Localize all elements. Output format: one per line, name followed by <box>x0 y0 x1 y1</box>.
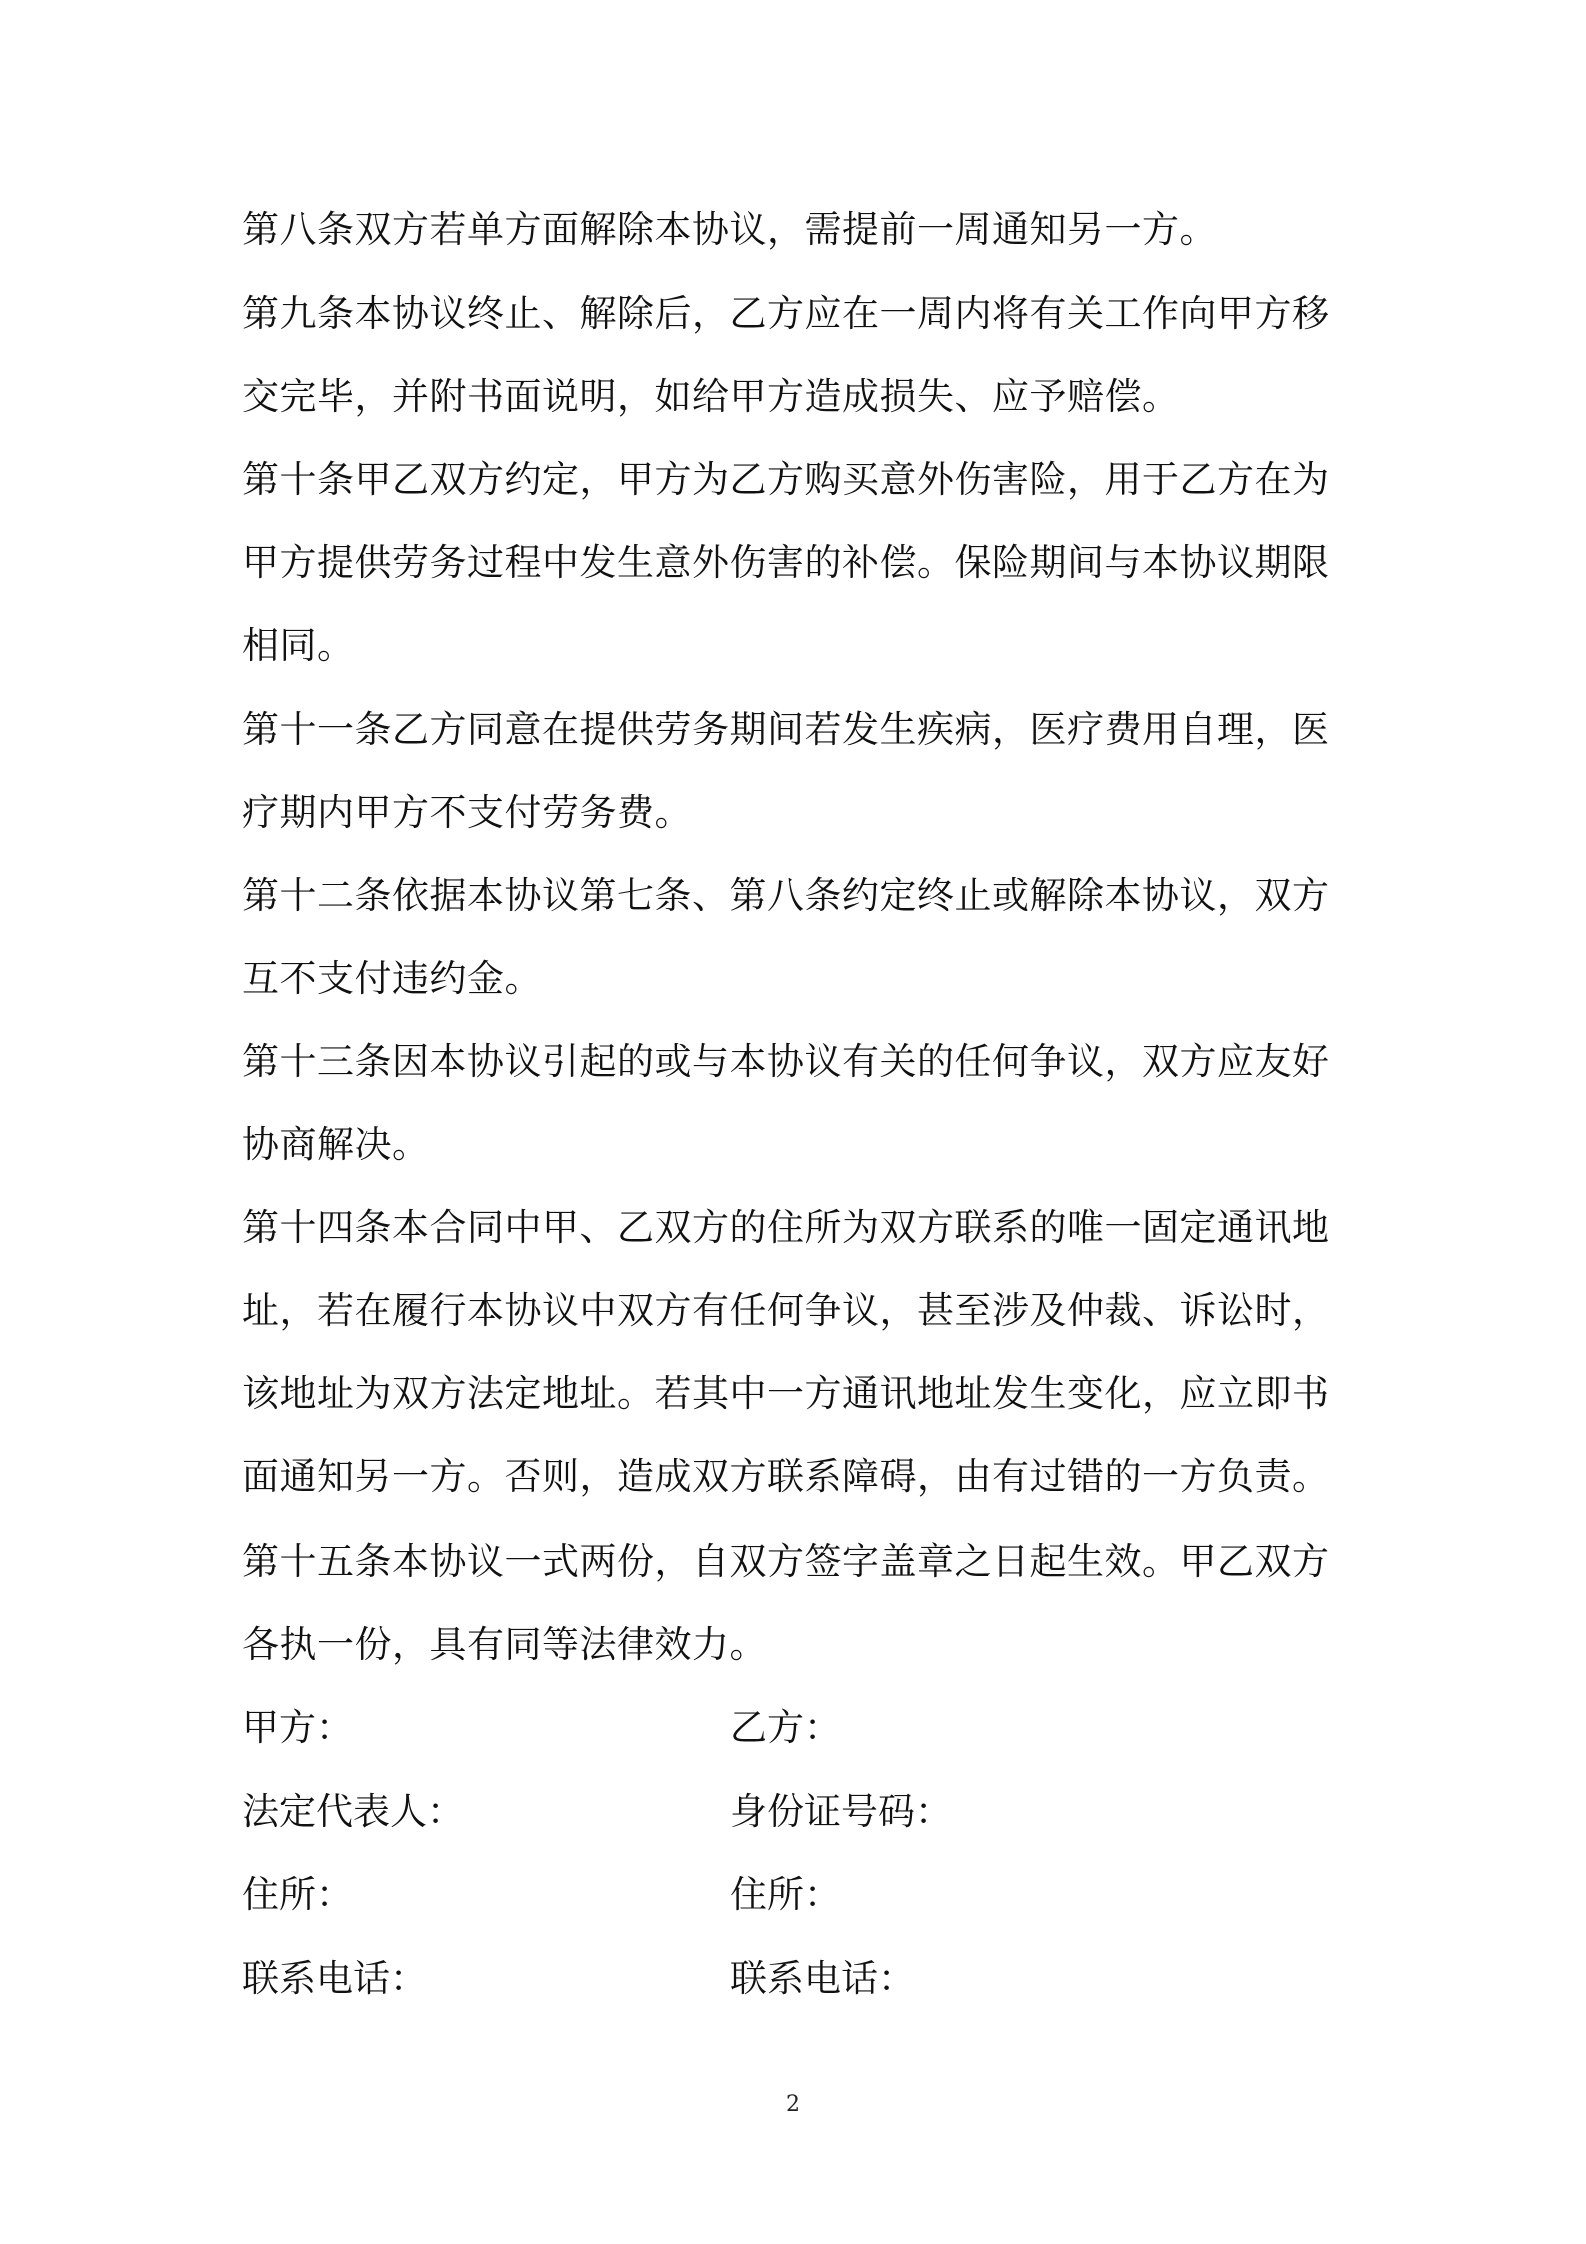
article-15: 第十五条本协议一式两份，自双方签字盖章之日起生效。甲乙双方各执一份，具有同等法律效力。 <box>242 1540 1330 1666</box>
page-number: 2 <box>786 2092 800 2117</box>
article-10: 第十条甲乙双方约定，甲方为乙方购买意外伤害险，用于乙方在为甲方提供劳务过程中发生意外伤害的补偿。保险期间与本协议期限相同。 <box>242 458 1330 667</box>
party-a-address-label: 住所： <box>242 1873 353 1916</box>
article-9: 第九条本协议终止、解除后，乙方应在一周内将有关工作向甲方移交完毕，并附书面说明，如给甲方造成损失、应予赔偿。 <box>242 292 1330 418</box>
article-13: 第十三条因本协议引起的或与本协议有关的任何争议，双方应友好协商解决。 <box>242 1040 1330 1166</box>
article-14: 第十四条本合同中甲、乙双方的住所为双方联系的唯一固定通讯地址，若在履行本协议中双方有任何争议，甚至涉及仲裁、诉讼时，该地址为双方法定地址。若其中一方通讯地址发生变化，应立即书面通知另一方。否则，造成双方联系障碍，由有过错的一方负责。 <box>242 1206 1330 1498</box>
article-11: 第十一条乙方同意在提供劳务期间若发生疾病，医疗费用自理，医疗期内甲方不支付劳务费。 <box>242 708 1330 834</box>
id-number-label: 身份证号码： <box>730 1790 952 1833</box>
party-b-phone-label: 联系电话： <box>730 1957 915 2000</box>
legal-representative-label: 法定代表人： <box>242 1790 464 1833</box>
article-8: 第八条双方若单方面解除本协议，需提前一周通知另一方。 <box>242 208 1217 251</box>
party-b-address-label: 住所： <box>730 1873 841 1916</box>
article-12: 第十二条依据本协议第七条、第八条约定终止或解除本协议，双方互不支付违约金。 <box>242 874 1330 1000</box>
party-a-phone-label: 联系电话： <box>242 1957 427 2000</box>
party-a-label: 甲方： <box>242 1706 353 1749</box>
party-b-label: 乙方： <box>730 1706 841 1749</box>
